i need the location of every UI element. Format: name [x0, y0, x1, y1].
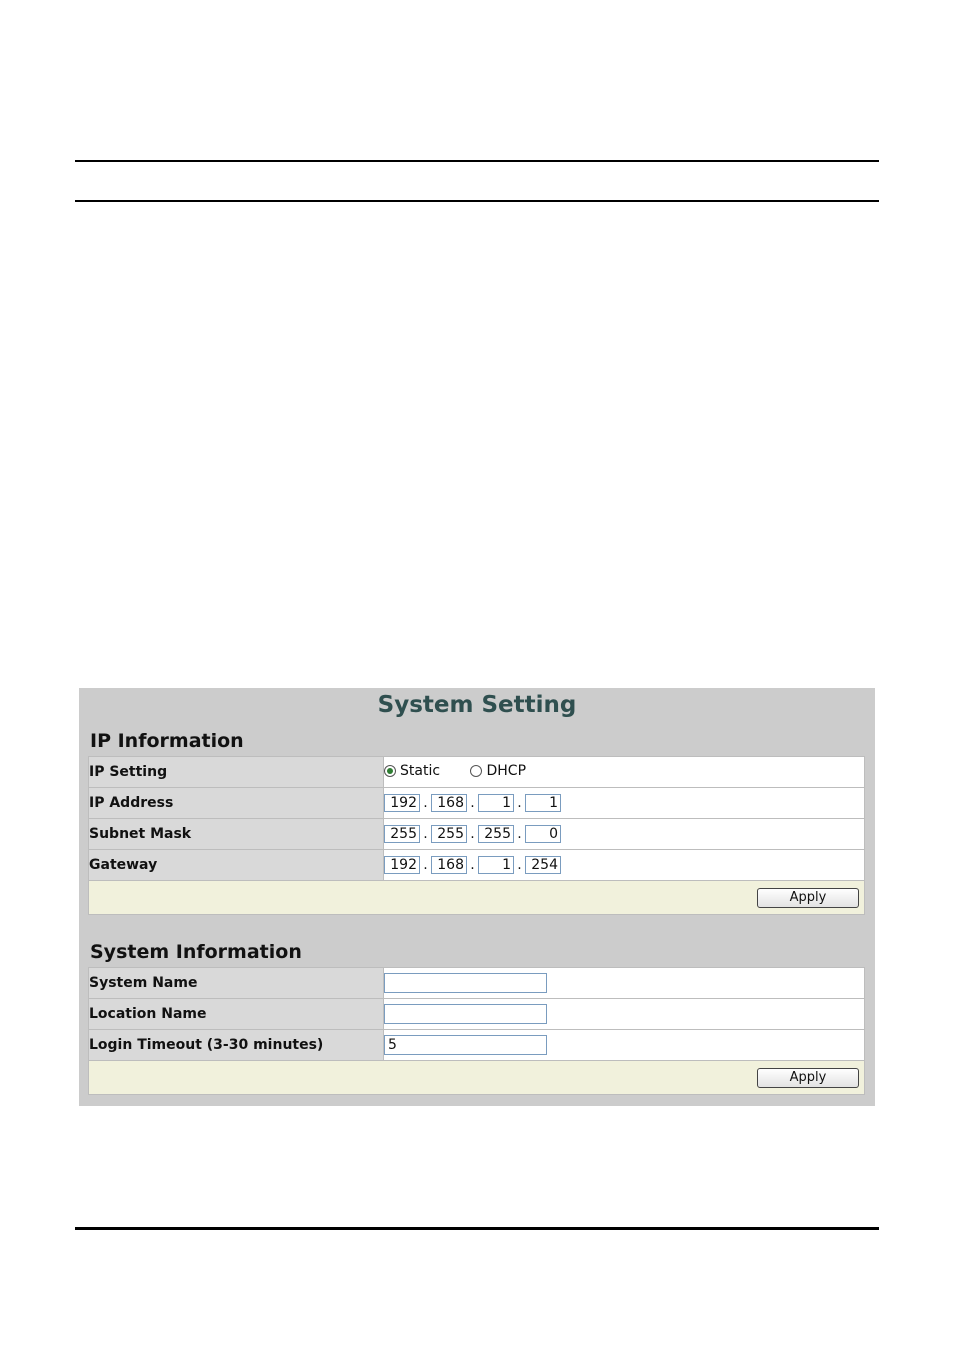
octet-separator: .: [517, 795, 522, 811]
ip-address-octet-1[interactable]: 192: [384, 794, 420, 812]
login-timeout-label: Login Timeout (3-30 minutes): [89, 1030, 384, 1061]
panel-title: System Setting: [377, 692, 577, 718]
ip-setting-label: IP Setting: [89, 757, 384, 788]
location-name-input[interactable]: [384, 1004, 547, 1024]
gateway-octet-1[interactable]: 192: [384, 856, 420, 874]
ip-information-table: [88, 756, 865, 915]
login-timeout-value: [384, 1030, 865, 1061]
octet-separator: .: [423, 857, 428, 873]
subnet-mask-octet-2[interactable]: 255: [431, 825, 467, 843]
system-name-input[interactable]: [384, 973, 547, 993]
subnet-mask-octet-4[interactable]: 0: [525, 825, 561, 843]
ip-apply-row: [89, 881, 865, 915]
gateway-octet-4[interactable]: 254: [525, 856, 561, 874]
octet-separator: .: [517, 826, 522, 842]
system-information-table: [88, 967, 865, 1095]
system-setting-panel: [79, 688, 875, 1106]
octet-separator: .: [423, 795, 428, 811]
header-rule-bottom: [75, 200, 879, 202]
system-name-value: [384, 968, 865, 999]
ip-information-heading: IP Information: [90, 730, 244, 752]
dhcp-radio-option[interactable]: [470, 763, 526, 779]
ip-address-octet-4[interactable]: 1: [525, 794, 561, 812]
dhcp-radio-label: DHCP: [486, 763, 527, 779]
ip-address-value: [384, 788, 865, 819]
octet-separator: .: [423, 826, 428, 842]
octet-separator: .: [470, 795, 475, 811]
static-radio[interactable]: [384, 765, 396, 777]
octet-separator: .: [470, 826, 475, 842]
system-name-label: System Name: [89, 968, 384, 999]
system-information-heading: System Information: [90, 941, 302, 963]
location-name-value: [384, 999, 865, 1030]
system-apply-row: [89, 1061, 865, 1095]
location-name-row: [89, 999, 865, 1030]
login-timeout-row: [89, 1030, 865, 1061]
ip-address-row: [89, 788, 865, 819]
footer-rule: [75, 1227, 879, 1230]
ip-address-octet-2[interactable]: 168: [431, 794, 467, 812]
gateway-row: [89, 850, 865, 881]
ip-setting-value: [384, 757, 865, 788]
ip-address-label: IP Address: [89, 788, 384, 819]
gateway-value: [384, 850, 865, 881]
ip-apply-cell: [89, 881, 865, 915]
system-apply-cell: [89, 1061, 865, 1095]
header-rule-top: [75, 160, 879, 162]
subnet-mask-label: Subnet Mask: [89, 819, 384, 850]
subnet-mask-value: [384, 819, 865, 850]
ip-setting-row: [89, 757, 865, 788]
login-timeout-input[interactable]: 5: [384, 1035, 547, 1055]
octet-separator: .: [517, 857, 522, 873]
location-name-label: Location Name: [89, 999, 384, 1030]
octet-separator: .: [470, 857, 475, 873]
dhcp-radio[interactable]: [470, 765, 482, 777]
subnet-mask-row: [89, 819, 865, 850]
system-apply-button[interactable]: Apply: [757, 1068, 859, 1088]
gateway-octet-3[interactable]: 1: [478, 856, 514, 874]
gateway-label: Gateway: [89, 850, 384, 881]
ip-address-octet-3[interactable]: 1: [478, 794, 514, 812]
subnet-mask-octet-3[interactable]: 255: [478, 825, 514, 843]
static-radio-option[interactable]: [384, 763, 440, 779]
subnet-mask-octet-1[interactable]: 255: [384, 825, 420, 843]
ip-apply-button[interactable]: Apply: [757, 888, 859, 908]
system-name-row: [89, 968, 865, 999]
static-radio-label: Static: [400, 763, 441, 779]
gateway-octet-2[interactable]: 168: [431, 856, 467, 874]
